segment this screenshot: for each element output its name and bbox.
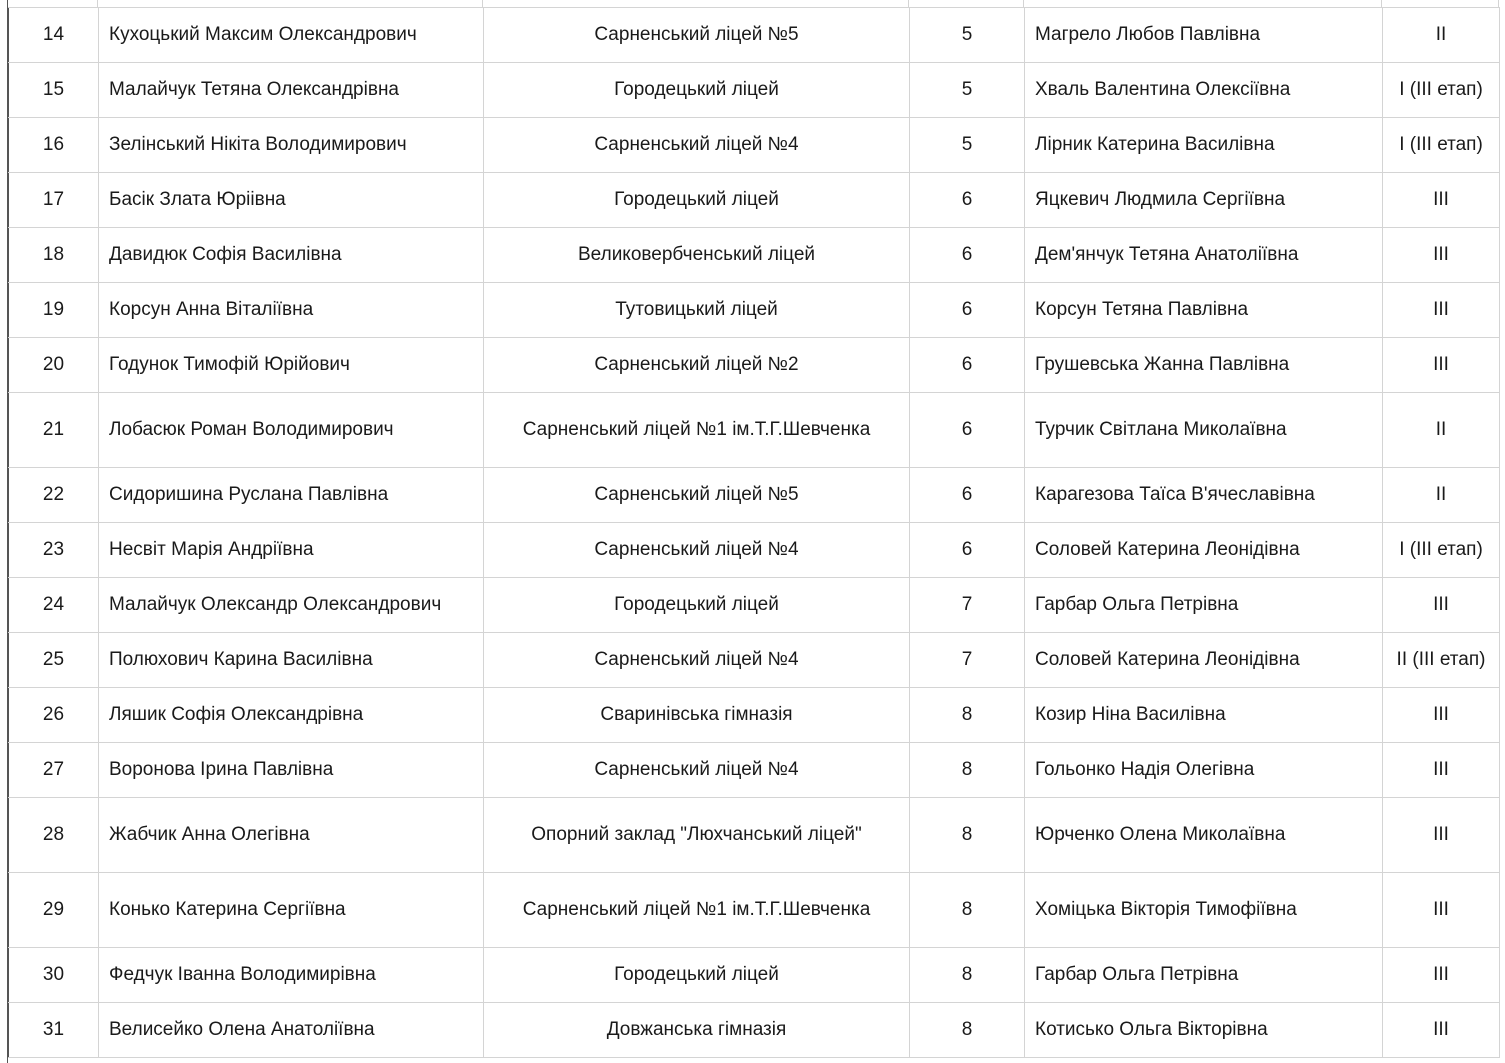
cell-number[interactable]: 20 (9, 338, 99, 393)
cell-student-name[interactable]: Лобасюк Роман Володимирович (99, 393, 484, 468)
cell-teacher[interactable]: Гольонко Надія Олегівна (1025, 743, 1383, 798)
cell-place[interactable]: I (III етап) (1383, 523, 1500, 578)
table-row (9, 8, 1500, 63)
cell-grade[interactable]: 6 (910, 338, 1025, 393)
cell-student-name[interactable]: Басік Злата Юріівна (99, 173, 484, 228)
cell-place[interactable]: III (1383, 283, 1500, 338)
cell-student-name[interactable]: Воронова Ірина Павлівна (99, 743, 484, 798)
sheet-top-cut-row (8, 0, 1499, 7)
table-row (9, 798, 1500, 873)
cell-grade[interactable]: 8 (910, 743, 1025, 798)
cell-school[interactable]: Тутовицький ліцей (484, 283, 910, 338)
cell-school[interactable]: Сарненський ліцей №5 (484, 8, 910, 63)
cell-number[interactable]: 17 (9, 173, 99, 228)
cell-student-name[interactable]: Малайчук Олександр Олександрович (99, 578, 484, 633)
cell-teacher[interactable]: Хоміцька Вікторія Тимофіївна (1025, 873, 1383, 948)
table-row (9, 228, 1500, 283)
cell-school[interactable]: Опорний заклад "Люхчанський ліцей" (484, 798, 910, 873)
cell-student-name[interactable]: Давидюк Софія Василівна (99, 228, 484, 283)
cell-place[interactable]: II (1383, 393, 1500, 468)
cell-teacher[interactable]: Грушевська Жанна Павлівна (1025, 338, 1383, 393)
cell-grade[interactable]: 6 (910, 523, 1025, 578)
cell-school[interactable]: Городецький ліцей (484, 578, 910, 633)
cell-teacher[interactable]: Соловей Катерина Леонідівна (1025, 523, 1383, 578)
cell-number[interactable]: 18 (9, 228, 99, 283)
cell-school[interactable]: Сваринівська гімназія (484, 688, 910, 743)
cell-school[interactable]: Городецький ліцей (484, 948, 910, 1003)
cell-teacher[interactable]: Юрченко Олена Миколаївна (1025, 798, 1383, 873)
cell-student-name[interactable]: Годунок Тимофій Юрійович (99, 338, 484, 393)
cell-grade[interactable]: 5 (910, 63, 1025, 118)
cell-teacher[interactable]: Турчик Світлана Миколаївна (1025, 393, 1383, 468)
cell-grade[interactable]: 8 (910, 798, 1025, 873)
cell-grade[interactable]: 7 (910, 633, 1025, 688)
cell-number[interactable]: 30 (9, 948, 99, 1003)
cell-place[interactable]: III (1383, 688, 1500, 743)
cell-place[interactable]: III (1383, 948, 1500, 1003)
cell-grade[interactable]: 8 (910, 948, 1025, 1003)
cell-teacher[interactable]: Магрело Любов Павлівна (1025, 8, 1383, 63)
cell-number[interactable]: 14 (9, 8, 99, 63)
results-table (8, 7, 1500, 1058)
cell-grade[interactable]: 6 (910, 228, 1025, 283)
cell-grade[interactable]: 6 (910, 393, 1025, 468)
cell-teacher[interactable]: Котисько Ольга Вікторівна (1025, 1003, 1383, 1058)
cell-grade[interactable]: 8 (910, 873, 1025, 948)
results-table-body (9, 8, 1500, 1058)
cell-number[interactable]: 24 (9, 578, 99, 633)
table-row (9, 743, 1500, 798)
cell-grade[interactable]: 8 (910, 688, 1025, 743)
cell-number[interactable]: 28 (9, 798, 99, 873)
cell-school[interactable]: Городецький ліцей (484, 173, 910, 228)
cell-place[interactable]: III (1383, 173, 1500, 228)
cell-place[interactable]: III (1383, 873, 1500, 948)
cell-school[interactable]: Сарненський ліцей №4 (484, 118, 910, 173)
cell-teacher[interactable]: Корсун Тетяна Павлівна (1025, 283, 1383, 338)
cell-school[interactable]: Сарненський ліцей №4 (484, 633, 910, 688)
cell-student-name[interactable]: Несвіт Марія Андріївна (99, 523, 484, 578)
table-row (9, 118, 1500, 173)
cell-place[interactable]: III (1383, 578, 1500, 633)
cell-teacher[interactable]: Дем'янчук Тетяна Анатоліївна (1025, 228, 1383, 283)
cell-grade[interactable]: 6 (910, 173, 1025, 228)
cell-number[interactable]: 27 (9, 743, 99, 798)
cell-student-name[interactable]: Ляшик Софія Олександрівна (99, 688, 484, 743)
cell-student-name[interactable]: Жабчик Анна Олегівна (99, 798, 484, 873)
table-row (9, 393, 1500, 468)
cell-number[interactable]: 19 (9, 283, 99, 338)
cell-student-name[interactable]: Велисейко Олена Анатоліївна (99, 1003, 484, 1058)
cell-number[interactable]: 15 (9, 63, 99, 118)
cell-teacher[interactable]: Хваль Валентина Олексіївна (1025, 63, 1383, 118)
cell-school[interactable]: Сарненський ліцей №1 ім.Т.Г.Шевченка (484, 873, 910, 948)
table-row (9, 283, 1500, 338)
cell-student-name[interactable]: Полюхович Карина Василівна (99, 633, 484, 688)
cell-grade[interactable]: 5 (910, 8, 1025, 63)
cell-place[interactable]: III (1383, 798, 1500, 873)
cell-place[interactable]: III (1383, 228, 1500, 283)
table-row (9, 468, 1500, 523)
cell-number[interactable]: 29 (9, 873, 99, 948)
table-row (9, 578, 1500, 633)
cell-place[interactable]: I (III етап) (1383, 63, 1500, 118)
cell-student-name[interactable]: Малайчук Тетяна Олександрівна (99, 63, 484, 118)
cell-student-name[interactable]: Сидоришина Руслана Павлівна (99, 468, 484, 523)
cell-teacher[interactable]: Соловей Катерина Леонідівна (1025, 633, 1383, 688)
cell-place[interactable]: I (III етап) (1383, 118, 1500, 173)
cell-place[interactable]: II (1383, 468, 1500, 523)
cell-school[interactable]: Сарненський ліцей №2 (484, 338, 910, 393)
cell-number[interactable]: 26 (9, 688, 99, 743)
cell-number[interactable]: 25 (9, 633, 99, 688)
cell-place[interactable]: II (1383, 8, 1500, 63)
cell-school[interactable]: Городецький ліцей (484, 63, 910, 118)
table-row (9, 338, 1500, 393)
cell-grade[interactable]: 6 (910, 283, 1025, 338)
cell-place[interactable]: III (1383, 338, 1500, 393)
cell-teacher[interactable]: Яцкевич Людмила Сергіївна (1025, 173, 1383, 228)
cell-grade[interactable]: 6 (910, 468, 1025, 523)
sheet-bottom-cut-row (8, 1057, 1499, 1063)
table-row (9, 63, 1500, 118)
cell-school[interactable]: Великовербченський ліцей (484, 228, 910, 283)
cell-school[interactable]: Сарненський ліцей №4 (484, 743, 910, 798)
cell-number[interactable]: 31 (9, 1003, 99, 1058)
cell-place[interactable]: II (III етап) (1383, 633, 1500, 688)
cell-grade[interactable]: 5 (910, 118, 1025, 173)
cell-place[interactable]: III (1383, 743, 1500, 798)
cell-number[interactable]: 16 (9, 118, 99, 173)
table-row (9, 948, 1500, 1003)
table-row (9, 688, 1500, 743)
table-row (9, 523, 1500, 578)
cell-school[interactable]: Сарненський ліцей №5 (484, 468, 910, 523)
cell-place[interactable]: III (1383, 1003, 1500, 1058)
table-row (9, 873, 1500, 948)
cell-teacher[interactable]: Козир Ніна Василівна (1025, 688, 1383, 743)
cell-student-name[interactable]: Конько Катерина Сергіївна (99, 873, 484, 948)
table-row (9, 173, 1500, 228)
cell-teacher[interactable]: Гарбар Ольга Петрівна (1025, 948, 1383, 1003)
cell-student-name[interactable]: Корсун Анна Віталіївна (99, 283, 484, 338)
cell-number[interactable]: 21 (9, 393, 99, 468)
cell-teacher[interactable]: Карагезова Таїса В'ячеславівна (1025, 468, 1383, 523)
cell-grade[interactable]: 7 (910, 578, 1025, 633)
cell-teacher[interactable]: Гарбар Ольга Петрівна (1025, 578, 1383, 633)
cell-grade[interactable]: 8 (910, 1003, 1025, 1058)
cell-school[interactable]: Сарненський ліцей №4 (484, 523, 910, 578)
cell-school[interactable]: Довжанська гімназія (484, 1003, 910, 1058)
cell-teacher[interactable]: Лірник Катерина Василівна (1025, 118, 1383, 173)
cell-number[interactable]: 23 (9, 523, 99, 578)
table-row (9, 633, 1500, 688)
cell-number[interactable]: 22 (9, 468, 99, 523)
cell-student-name[interactable]: Федчук Іванна Володимирівна (99, 948, 484, 1003)
cell-school[interactable]: Сарненський ліцей №1 ім.Т.Г.Шевченка (484, 393, 910, 468)
table-row (9, 1003, 1500, 1058)
cell-student-name[interactable]: Кухоцький Максим Олександрович (99, 8, 484, 63)
cell-student-name[interactable]: Зелінський Нікіта Володимирович (99, 118, 484, 173)
